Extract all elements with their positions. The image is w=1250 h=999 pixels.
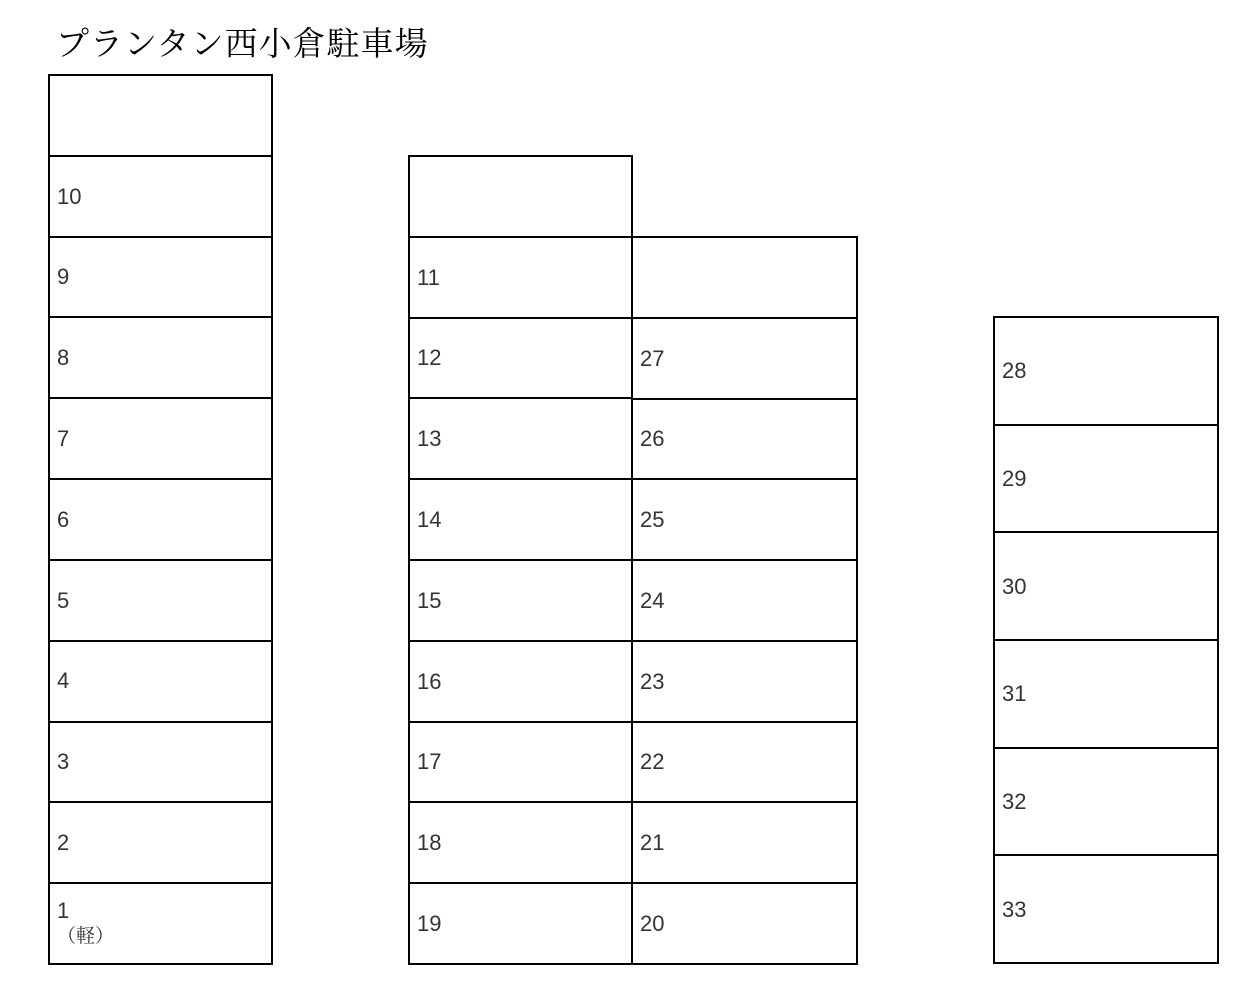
parking-space-12	[408, 319, 633, 400]
space-number: 5	[57, 587, 70, 613]
parking-space-10	[48, 157, 273, 238]
space-number: 14	[417, 506, 442, 532]
space-number: 17	[417, 749, 442, 775]
parking-column-middle-left	[408, 155, 633, 965]
space-number: 13	[417, 426, 442, 452]
parking-space-5	[48, 561, 273, 642]
space-number: 3	[57, 749, 70, 775]
parking-space-26	[633, 400, 858, 481]
space-number: 20	[640, 910, 665, 936]
parking-space-18	[408, 803, 633, 884]
space-number: 33	[1002, 896, 1027, 922]
space-number: 10	[57, 183, 82, 209]
parking-space-29	[993, 426, 1219, 534]
space-number: 32	[1002, 788, 1027, 814]
parking-space-17	[408, 723, 633, 804]
parking-space-27	[633, 319, 858, 400]
space-number: 24	[640, 587, 665, 613]
space-number: 11	[417, 264, 440, 290]
parking-column-middle-right	[633, 236, 858, 965]
parking-space-empty	[633, 236, 858, 319]
parking-space-13	[408, 399, 633, 480]
space-number: 25	[640, 507, 665, 533]
parking-space-3	[48, 723, 273, 804]
space-number: 1	[57, 897, 70, 923]
parking-space-7	[48, 399, 273, 480]
parking-space-28	[993, 316, 1219, 426]
space-number: 22	[640, 749, 665, 775]
space-number: 29	[1002, 465, 1027, 491]
page-title: プランタン西小倉駐車場	[56, 25, 429, 62]
parking-space-1	[48, 884, 273, 965]
space-number: 7	[57, 426, 70, 451]
parking-space-6	[48, 480, 273, 561]
parking-space-33	[993, 856, 1219, 964]
space-number: 28	[1002, 358, 1027, 384]
parking-space-24	[633, 561, 858, 642]
space-number: 19	[417, 910, 442, 936]
space-number: 27	[640, 345, 665, 371]
parking-space-20	[633, 884, 858, 965]
parking-column-right	[993, 316, 1219, 964]
space-number: 30	[1002, 573, 1027, 599]
space-number: 12	[417, 345, 442, 371]
parking-space-30	[993, 533, 1219, 641]
space-number: 23	[640, 668, 665, 694]
space-number: 15	[417, 587, 442, 613]
parking-space-25	[633, 480, 858, 561]
parking-space-2	[48, 803, 273, 884]
space-number: 26	[640, 426, 665, 452]
parking-space-8	[48, 318, 273, 399]
space-number: 16	[417, 668, 442, 694]
parking-space-21	[633, 803, 858, 884]
parking-space-23	[633, 642, 858, 723]
parking-space-empty	[48, 74, 273, 157]
space-number: 31	[1002, 681, 1027, 707]
parking-column-left	[48, 74, 273, 965]
parking-space-31	[993, 641, 1219, 749]
parking-space-15	[408, 561, 633, 642]
space-number: 18	[417, 830, 442, 856]
space-number: 2	[57, 830, 70, 856]
parking-space-16	[408, 642, 633, 723]
parking-space-32	[993, 749, 1219, 857]
space-number: 8	[57, 345, 70, 371]
parking-space-14	[408, 480, 633, 561]
space-sublabel: （軽）	[57, 926, 115, 948]
space-number: 9	[57, 264, 70, 290]
parking-space-22	[633, 723, 858, 804]
space-number: 21	[640, 830, 665, 856]
parking-space-19	[408, 884, 633, 965]
parking-space-9	[48, 238, 273, 319]
space-number: 6	[57, 506, 70, 532]
parking-space-empty	[408, 155, 633, 238]
space-number: 4	[57, 668, 70, 694]
parking-space-11	[408, 238, 633, 319]
parking-space-4	[48, 642, 273, 723]
